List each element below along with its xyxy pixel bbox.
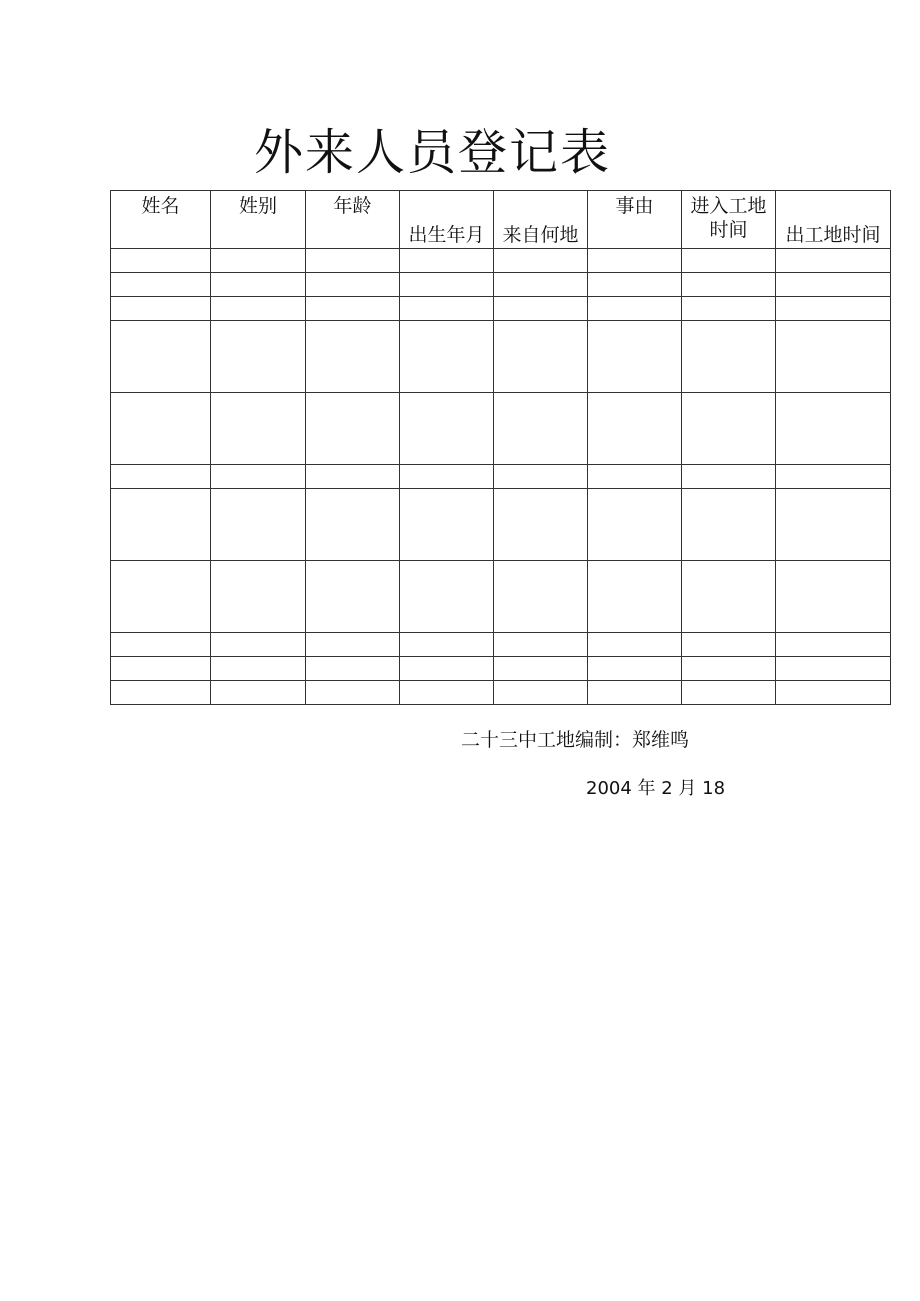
table-cell[interactable] — [494, 681, 588, 705]
table-cell[interactable] — [494, 489, 588, 561]
document-date: 2004 年 2 月 18 — [586, 778, 726, 799]
table-row — [111, 561, 891, 633]
table-cell[interactable] — [682, 249, 776, 273]
table-cell[interactable] — [588, 657, 682, 681]
table-cell[interactable] — [776, 465, 891, 489]
table-cell[interactable] — [211, 633, 306, 657]
table-cell[interactable] — [682, 633, 776, 657]
header-entry-time — [682, 191, 776, 249]
table-cell[interactable] — [588, 489, 682, 561]
table-cell[interactable] — [682, 465, 776, 489]
table-row — [111, 465, 891, 489]
table-cell[interactable] — [494, 465, 588, 489]
table-cell[interactable] — [400, 465, 494, 489]
visitor-register-table — [110, 190, 891, 705]
table-cell[interactable] — [400, 297, 494, 321]
table-cell[interactable] — [111, 297, 211, 321]
table-cell[interactable] — [682, 297, 776, 321]
table-cell[interactable] — [400, 273, 494, 297]
header-birth-date: 出生年月 — [400, 191, 494, 249]
table-cell[interactable] — [306, 393, 400, 465]
table-row — [111, 633, 891, 657]
table-cell[interactable] — [776, 681, 891, 705]
table-cell[interactable] — [111, 465, 211, 489]
table-row — [111, 249, 891, 273]
table-cell[interactable] — [111, 561, 211, 633]
table-cell[interactable] — [211, 297, 306, 321]
table-cell[interactable] — [306, 633, 400, 657]
table-cell[interactable] — [211, 249, 306, 273]
header-name: 姓名 — [111, 191, 211, 249]
table-cell[interactable] — [211, 681, 306, 705]
table-cell[interactable] — [111, 249, 211, 273]
table-cell[interactable] — [306, 321, 400, 393]
table-cell[interactable] — [494, 321, 588, 393]
header-gender: 姓别 — [211, 191, 306, 249]
table-cell[interactable] — [494, 633, 588, 657]
table-cell[interactable] — [400, 321, 494, 393]
table-cell[interactable] — [211, 393, 306, 465]
table-cell[interactable] — [682, 273, 776, 297]
table-cell[interactable] — [111, 633, 211, 657]
table-cell[interactable] — [588, 249, 682, 273]
table-cell[interactable] — [588, 321, 682, 393]
table-cell[interactable] — [682, 321, 776, 393]
table-cell[interactable] — [111, 657, 211, 681]
table-row — [111, 321, 891, 393]
table-cell[interactable] — [776, 273, 891, 297]
table-cell[interactable] — [588, 561, 682, 633]
header-entry-time-line1: 进入工地 — [690, 195, 767, 217]
table-cell[interactable] — [306, 561, 400, 633]
table-cell[interactable] — [682, 681, 776, 705]
table-header-row — [111, 191, 891, 249]
table-cell[interactable] — [400, 561, 494, 633]
header-origin: 来自何地 — [494, 191, 588, 249]
table-body — [111, 249, 891, 705]
document-title: 外来人员登记表 — [254, 124, 612, 181]
header-entry-time-line2: 时间 — [709, 219, 748, 241]
table-cell[interactable] — [111, 321, 211, 393]
table-cell[interactable] — [682, 657, 776, 681]
table-cell[interactable] — [211, 489, 306, 561]
table-cell[interactable] — [588, 297, 682, 321]
table-cell[interactable] — [588, 633, 682, 657]
table-cell[interactable] — [494, 657, 588, 681]
table-cell[interactable] — [400, 489, 494, 561]
table-cell[interactable] — [306, 681, 400, 705]
table-cell[interactable] — [776, 297, 891, 321]
table-cell[interactable] — [588, 273, 682, 297]
table-cell[interactable] — [306, 273, 400, 297]
table-row — [111, 393, 891, 465]
header-age: 年龄 — [306, 191, 400, 249]
table-cell[interactable] — [776, 633, 891, 657]
table-cell[interactable] — [682, 561, 776, 633]
table-cell[interactable] — [111, 273, 211, 297]
table-cell[interactable] — [682, 393, 776, 465]
table-cell[interactable] — [111, 681, 211, 705]
table-cell[interactable] — [306, 297, 400, 321]
table-cell[interactable] — [776, 561, 891, 633]
table-cell[interactable] — [211, 561, 306, 633]
table-cell[interactable] — [776, 489, 891, 561]
table-cell[interactable] — [400, 633, 494, 657]
table-cell[interactable] — [111, 489, 211, 561]
table-cell[interactable] — [494, 297, 588, 321]
table-cell[interactable] — [588, 393, 682, 465]
compiler-note: 二十三中工地编制：郑维鸣 — [461, 729, 690, 751]
table-row — [111, 297, 891, 321]
table-cell[interactable] — [211, 465, 306, 489]
table-cell[interactable] — [211, 657, 306, 681]
table-cell[interactable] — [776, 657, 891, 681]
table-cell[interactable] — [306, 249, 400, 273]
table-cell[interactable] — [494, 561, 588, 633]
table-cell[interactable] — [776, 249, 891, 273]
header-reason: 事由 — [588, 191, 682, 249]
table-cell[interactable] — [211, 321, 306, 393]
table-cell[interactable] — [400, 657, 494, 681]
table-cell[interactable] — [306, 657, 400, 681]
table-cell[interactable] — [400, 681, 494, 705]
table-row — [111, 681, 891, 705]
header-exit-time: 出工地时间 — [776, 191, 891, 249]
table-cell[interactable] — [111, 393, 211, 465]
table-cell[interactable] — [211, 273, 306, 297]
table-cell[interactable] — [682, 489, 776, 561]
table-cell[interactable] — [588, 681, 682, 705]
table-cell[interactable] — [400, 249, 494, 273]
table-row — [111, 489, 891, 561]
table-cell[interactable] — [588, 465, 682, 489]
table-cell[interactable] — [494, 393, 588, 465]
table-row — [111, 273, 891, 297]
table-cell[interactable] — [400, 393, 494, 465]
table-row — [111, 657, 891, 681]
table-cell[interactable] — [306, 465, 400, 489]
table-cell[interactable] — [776, 321, 891, 393]
table-cell[interactable] — [494, 273, 588, 297]
table-cell[interactable] — [306, 489, 400, 561]
table-cell[interactable] — [494, 249, 588, 273]
table-cell[interactable] — [776, 393, 891, 465]
